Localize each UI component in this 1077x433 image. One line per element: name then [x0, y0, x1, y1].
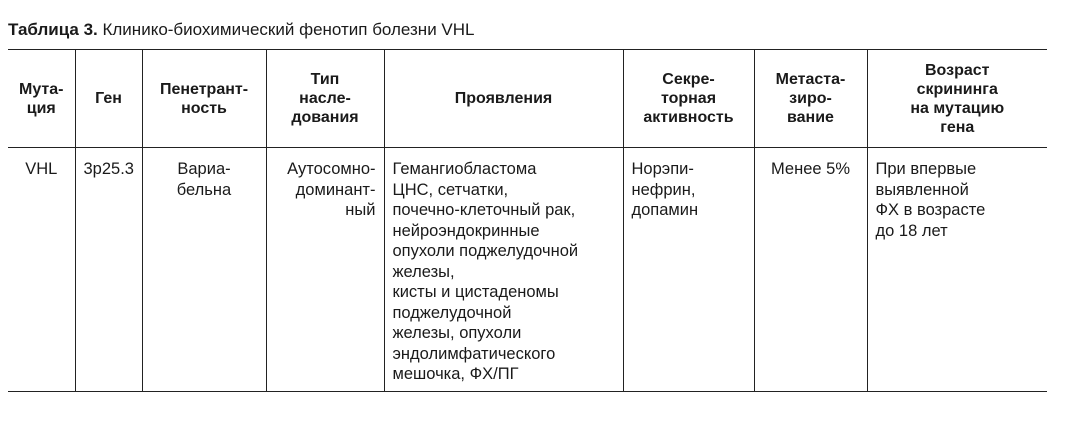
- cell-mutation: VHL: [25, 160, 58, 178]
- cell-inheritance: Аутосомно- доминант- ный: [266, 148, 384, 392]
- cell-secretory-activity: Норэпи- нефрин, допамин: [623, 148, 754, 392]
- header-penetrance: Пенетрант- ность: [142, 50, 266, 148]
- header-inheritance: Тип насле- дования: [266, 50, 384, 148]
- header-manifestations: Проявления: [384, 50, 623, 148]
- cell-metastasis: Менее 5%: [754, 148, 867, 392]
- header-gene: Ген: [75, 50, 142, 148]
- table-header-row: [8, 50, 1047, 148]
- header-metastasis: Метаста- зиро- вание: [754, 50, 867, 148]
- cell-penetrance: Вариа- бельна: [142, 148, 266, 392]
- table-caption-text: Клинико-биохимический фенотип болезни VHL: [97, 20, 475, 39]
- cell-screening-age: При впервые выявленной ФХ в возрасте до 18 лет: [867, 148, 1047, 392]
- header-screening-age: Возраст скрининга на мутацию гена: [867, 50, 1047, 148]
- header-secretory-activity: Секре- торная активность: [623, 50, 754, 148]
- phenotype-table: [8, 49, 1047, 392]
- cell-gene: 3p25.3: [75, 148, 142, 392]
- table-caption-label: Таблица 3.: [8, 20, 98, 39]
- table-caption: [8, 20, 475, 40]
- table-row: [8, 148, 1047, 392]
- cell-manifestations: Гемангиобластома ЦНС, сетчатки, почечно-клеточный рак, нейроэндокринные опухоли поджелудочной железы, кисты и цистаденомы поджелудочной железы, опухоли эндолимфатического мешочка, ФХ/ПГ: [384, 148, 623, 392]
- header-mutation: Мута- ция: [19, 80, 64, 117]
